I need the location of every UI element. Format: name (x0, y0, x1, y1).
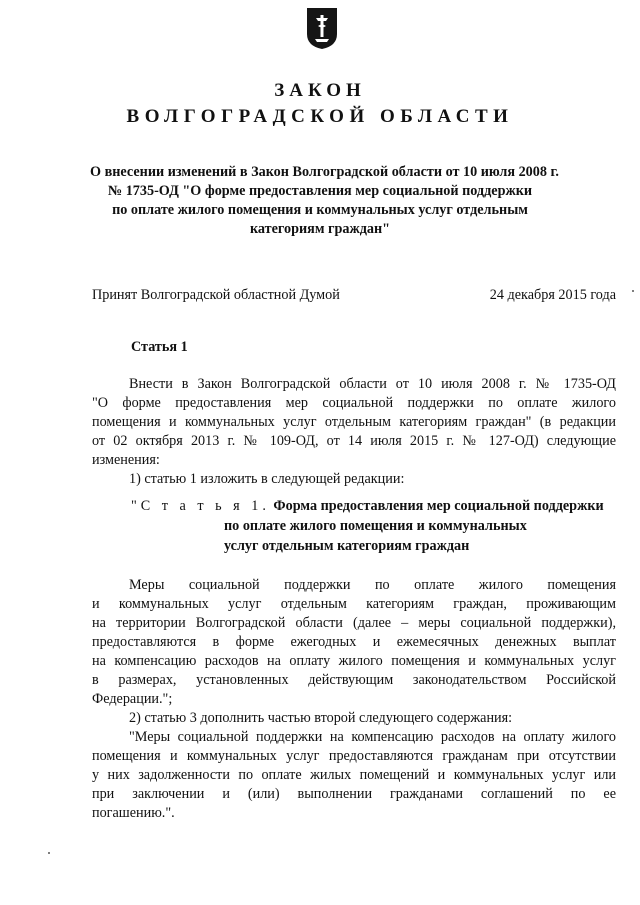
intro-line: Внести в Закон Волгоградской области от 10 июля 2008 г. № 1735-ОД (129, 376, 616, 392)
quoted-article-heading (131, 496, 604, 556)
subject-line: по оплате жилого помещения и коммунальных услуг отдельным (112, 202, 528, 218)
body-line: на компенсацию расходов на оплату жилого помещения и коммунальных услуг (92, 653, 616, 669)
body-line: на территории Волгоградской области (далее – меры социальной поддержки), (92, 615, 616, 631)
intro-line: изменения: (92, 452, 160, 468)
law-title-line1: ЗАКОН (274, 80, 366, 101)
body-line: Федерации."; (92, 691, 173, 707)
subject-line: категориям граждан" (249, 221, 391, 237)
quoted-part-line: "Меры социальной поддержки на компенсацию расходов на оплату жилого (129, 729, 616, 745)
item-2: 2) статью 3 дополнить частью второй следующего содержания: (129, 710, 513, 726)
adopted-by: Принят Волгоградской областной Думой (92, 287, 340, 303)
quoted-article-title: услуг отдельным категориям граждан (224, 538, 470, 554)
law-subject (90, 163, 559, 239)
article-heading: Статья 1 (131, 339, 188, 355)
law-title-line2: ВОЛГОГРАДСКОЙ ОБЛАСТИ (126, 106, 514, 127)
quoted-part-line: при заключении и (или) выполнении гражданами соглашений по ее (92, 786, 616, 802)
quoted-article-title: по оплате жилого помещения и коммунальных (224, 518, 527, 534)
quoted-part-line: у них задолженности по оплате жилых помещений и коммунальных услуг или (92, 767, 616, 783)
body-line: предоставляются в форме ежегодных и ежемесячных денежных выплат (92, 634, 616, 650)
intro-line: помещения и коммунальных услуг отдельным категориям граждан" (в редакции (92, 414, 616, 430)
item-1: 1) статью 1 изложить в следующей редакции: (129, 471, 405, 487)
body-line: и коммунальных услуг отдельным категориям граждан, проживающим (92, 596, 616, 612)
scan-speck (48, 852, 50, 854)
quoted-article-body (92, 576, 616, 823)
quoted-article-title: Форма предоставления мер социальной поддержки (273, 498, 604, 514)
intro-line: "О форме предоставления мер социальной поддержки по оплате жилого (92, 395, 616, 411)
quoted-part-line: погашению.". (92, 805, 175, 821)
scan-speck (632, 290, 634, 292)
subject-line: № 1735-ОД "О форме предоставления мер социальной поддержки (107, 183, 533, 199)
coat-of-arms-icon (305, 6, 339, 50)
intro-line: от 02 октября 2013 г. № 109-ОД, от 14 июля 2015 г. № 127-ОД) следующие (92, 433, 616, 449)
body-line: в размерах, установленных действующим законодательством Российской (92, 672, 616, 688)
subject-line: О внесении изменений в Закон Волгоградской области от 10 июля 2008 г. (90, 164, 559, 180)
quoted-article-label: "С т а т ь я 1. (131, 498, 270, 514)
adoption-date: 24 декабря 2015 года (489, 287, 616, 303)
article-intro (92, 375, 616, 489)
body-line: Меры социальной поддержки по оплате жилого помещения (129, 577, 616, 593)
quoted-part-line: помещения и коммунальных услуг предоставляются гражданам при отсутствии (92, 748, 616, 764)
